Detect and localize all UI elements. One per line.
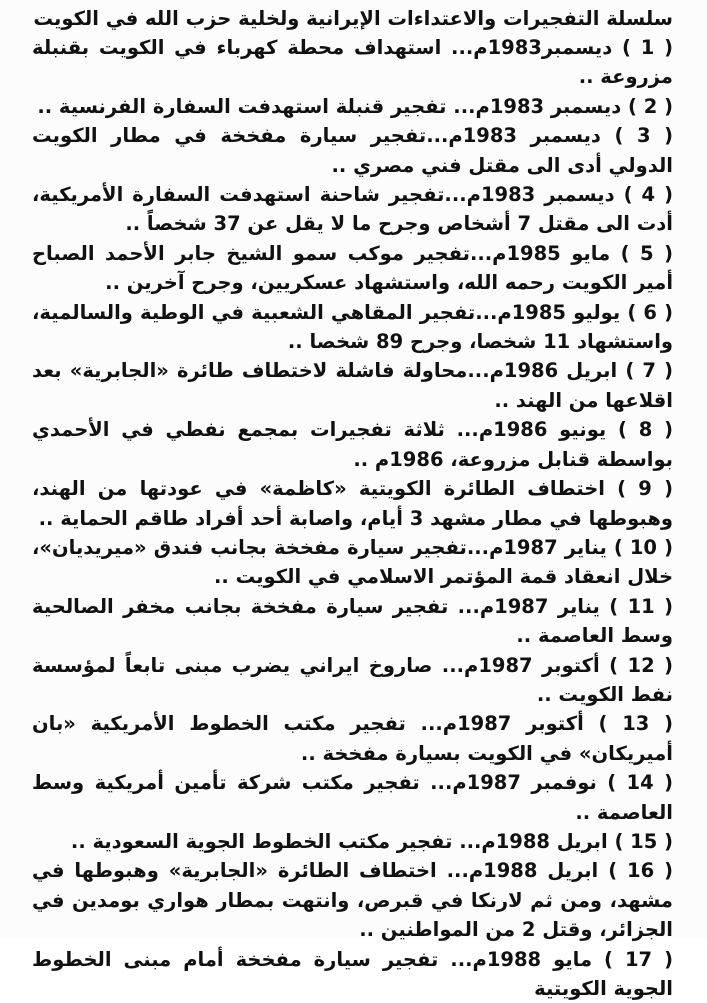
entry-separator <box>598 859 608 882</box>
entry-number: ( 12 ) <box>609 653 674 677</box>
entry-number: ( 4 ) <box>623 183 674 207</box>
entry-separator <box>592 948 604 971</box>
entry-separator <box>584 712 599 735</box>
list-item <box>32 856 673 944</box>
entry-number: ( 2 ) <box>628 94 673 118</box>
entry-number: ( 11 ) <box>609 594 673 618</box>
entry-number: ( 16 ) <box>608 859 674 883</box>
entry-number: ( 17 ) <box>604 947 673 971</box>
list-item <box>32 33 673 92</box>
entry-separator <box>621 95 628 118</box>
entry-text: يوليو 1985م...تفجير المقاهي الشعبية في الوطية والسالمية، واستشهاد 11 شخصا، وجرح 89 شخصا .. <box>32 300 673 354</box>
list-item <box>32 356 673 415</box>
list-item <box>32 592 673 651</box>
entry-separator <box>601 124 615 147</box>
entry-number: ( 7 ) <box>625 359 674 383</box>
entry-number: ( 8 ) <box>618 418 674 442</box>
list-item <box>32 180 673 239</box>
list-item <box>32 415 673 474</box>
entry-text: مايو 1985م...تفجير موكب سمو الشيخ جابر الأحمد الصباح أمير الكويت رحمه الله، واستشهاد عسكريين، وجرح آخرين .. <box>32 241 673 295</box>
list-item <box>32 768 673 827</box>
entry-text: مايو 1988م... تفجير سيارة مفخخة أمام مبنى الخطوط الجوية الكويتية <box>32 947 673 1000</box>
list-item <box>32 121 673 180</box>
entry-separator <box>612 36 622 59</box>
entry-text: ديسمبر 1983م...تفجير سيارة مفخخة في مطار الكويت الدولي أدى الى مقتل فني مصري .. <box>32 124 673 177</box>
list-item <box>32 533 673 592</box>
entry-text: ابريل 1988م... تفجير مكتب الخطوط الجوية السعودية .. <box>70 829 608 853</box>
entry-text: أكتوبر 1987م... تفجير مكتب الخطوط الأمريكية «بان أميريكان» في الكويت بسيارة مفخخة .. <box>32 712 673 765</box>
list-item <box>32 945 673 1003</box>
entry-text: أكتوبر 1987م... صاروخ ايراني يضرب مبنى تابعاً لمؤسسة نفط الكويت .. <box>32 653 673 706</box>
entry-number: ( 13 ) <box>598 712 674 736</box>
entry-text: ديسمبر 1983م...تفجير شاحنة استهدفت السفارة الأمريكية، أدت الى مقتل 7 أشخاص وجرح ما لا يقل عن 37 شخصاً .. <box>32 183 673 236</box>
entry-number: ( 14 ) <box>607 771 673 795</box>
entry-separator <box>607 536 614 559</box>
entry-text: نوفمبر 1987م... تفجير مكتب شركة تأمين أمريكية وسط العاصمة .. <box>32 771 673 824</box>
list-item <box>32 651 673 710</box>
entry-number: ( 1 ) <box>622 36 674 59</box>
entry-text: ديسمبر1983م... استهداف محطة كهرباء في الكويت بقنبلة مزروعة .. <box>32 36 673 89</box>
entry-separator <box>615 183 624 206</box>
entry-separator <box>600 595 609 618</box>
entry-text: ابريل 1986م...محاولة فاشلة لاختطاف طائرة «الجابرية» بعد اقلاعها من الهند .. <box>32 359 673 412</box>
entry-text: اختطاف الطائرة الكويتية «كاظمة» في عودتها من الهند، وهبوطها في مطار مشهد 3 أيام، واصابة أحد أفراد طاقم الحماية .. <box>32 477 673 530</box>
entry-number: ( 10 ) <box>613 535 673 559</box>
entry-text: يناير 1987م... تفجير سيارة مفخخة بجانب مخفر الصالحية وسط العاصمة .. <box>32 594 673 648</box>
entry-number: ( 5 ) <box>620 241 673 265</box>
entry-separator <box>610 242 620 265</box>
list-item <box>32 92 673 121</box>
list-item <box>32 709 673 768</box>
entry-separator <box>597 771 607 794</box>
entry-text: يناير 1987م...تفجير سيارة مفخخة بجانب فندق «ميريديان»، خلال انعقاد قمة المؤتمر الاسلامي في الكويت .. <box>32 535 673 589</box>
entry-number: ( 9 ) <box>617 477 674 501</box>
document-title: سلسلة التفجيرات والاعتداءات الإيرانية ولخلية حزب الله في الكويت <box>33 7 673 30</box>
list-item <box>32 239 673 298</box>
list-item <box>32 827 673 856</box>
entry-separator <box>600 654 609 677</box>
entries-list <box>32 33 673 1003</box>
entry-number: ( 6 ) <box>627 300 673 324</box>
list-item <box>32 474 673 533</box>
entry-text: ديسمبر 1983م... تفجير قنبلة استهدفت السفارة الفرنسية .. <box>37 94 622 118</box>
entry-text: يونيو 1986م... ثلاثة تفجيرات بمجمع نفطي في الأحمدي بواسطة قنابل مزروعة، 1986م .. <box>32 418 673 471</box>
entry-separator <box>606 418 618 441</box>
list-item <box>32 298 673 357</box>
entry-text: ابريل 1988م... اختطاف الطائرة «الجابرية» وهبوطها في مشهد، ومن ثم لارنكا في قبرص، وانتهت بمطار هواري بومدين في الجزائر، وقتل 2 من المواطنين .. <box>32 859 673 942</box>
entry-number: ( 3 ) <box>614 124 674 148</box>
document-body <box>32 4 673 1003</box>
entry-number: ( 15 ) <box>614 829 673 853</box>
entry-separator <box>605 477 617 500</box>
